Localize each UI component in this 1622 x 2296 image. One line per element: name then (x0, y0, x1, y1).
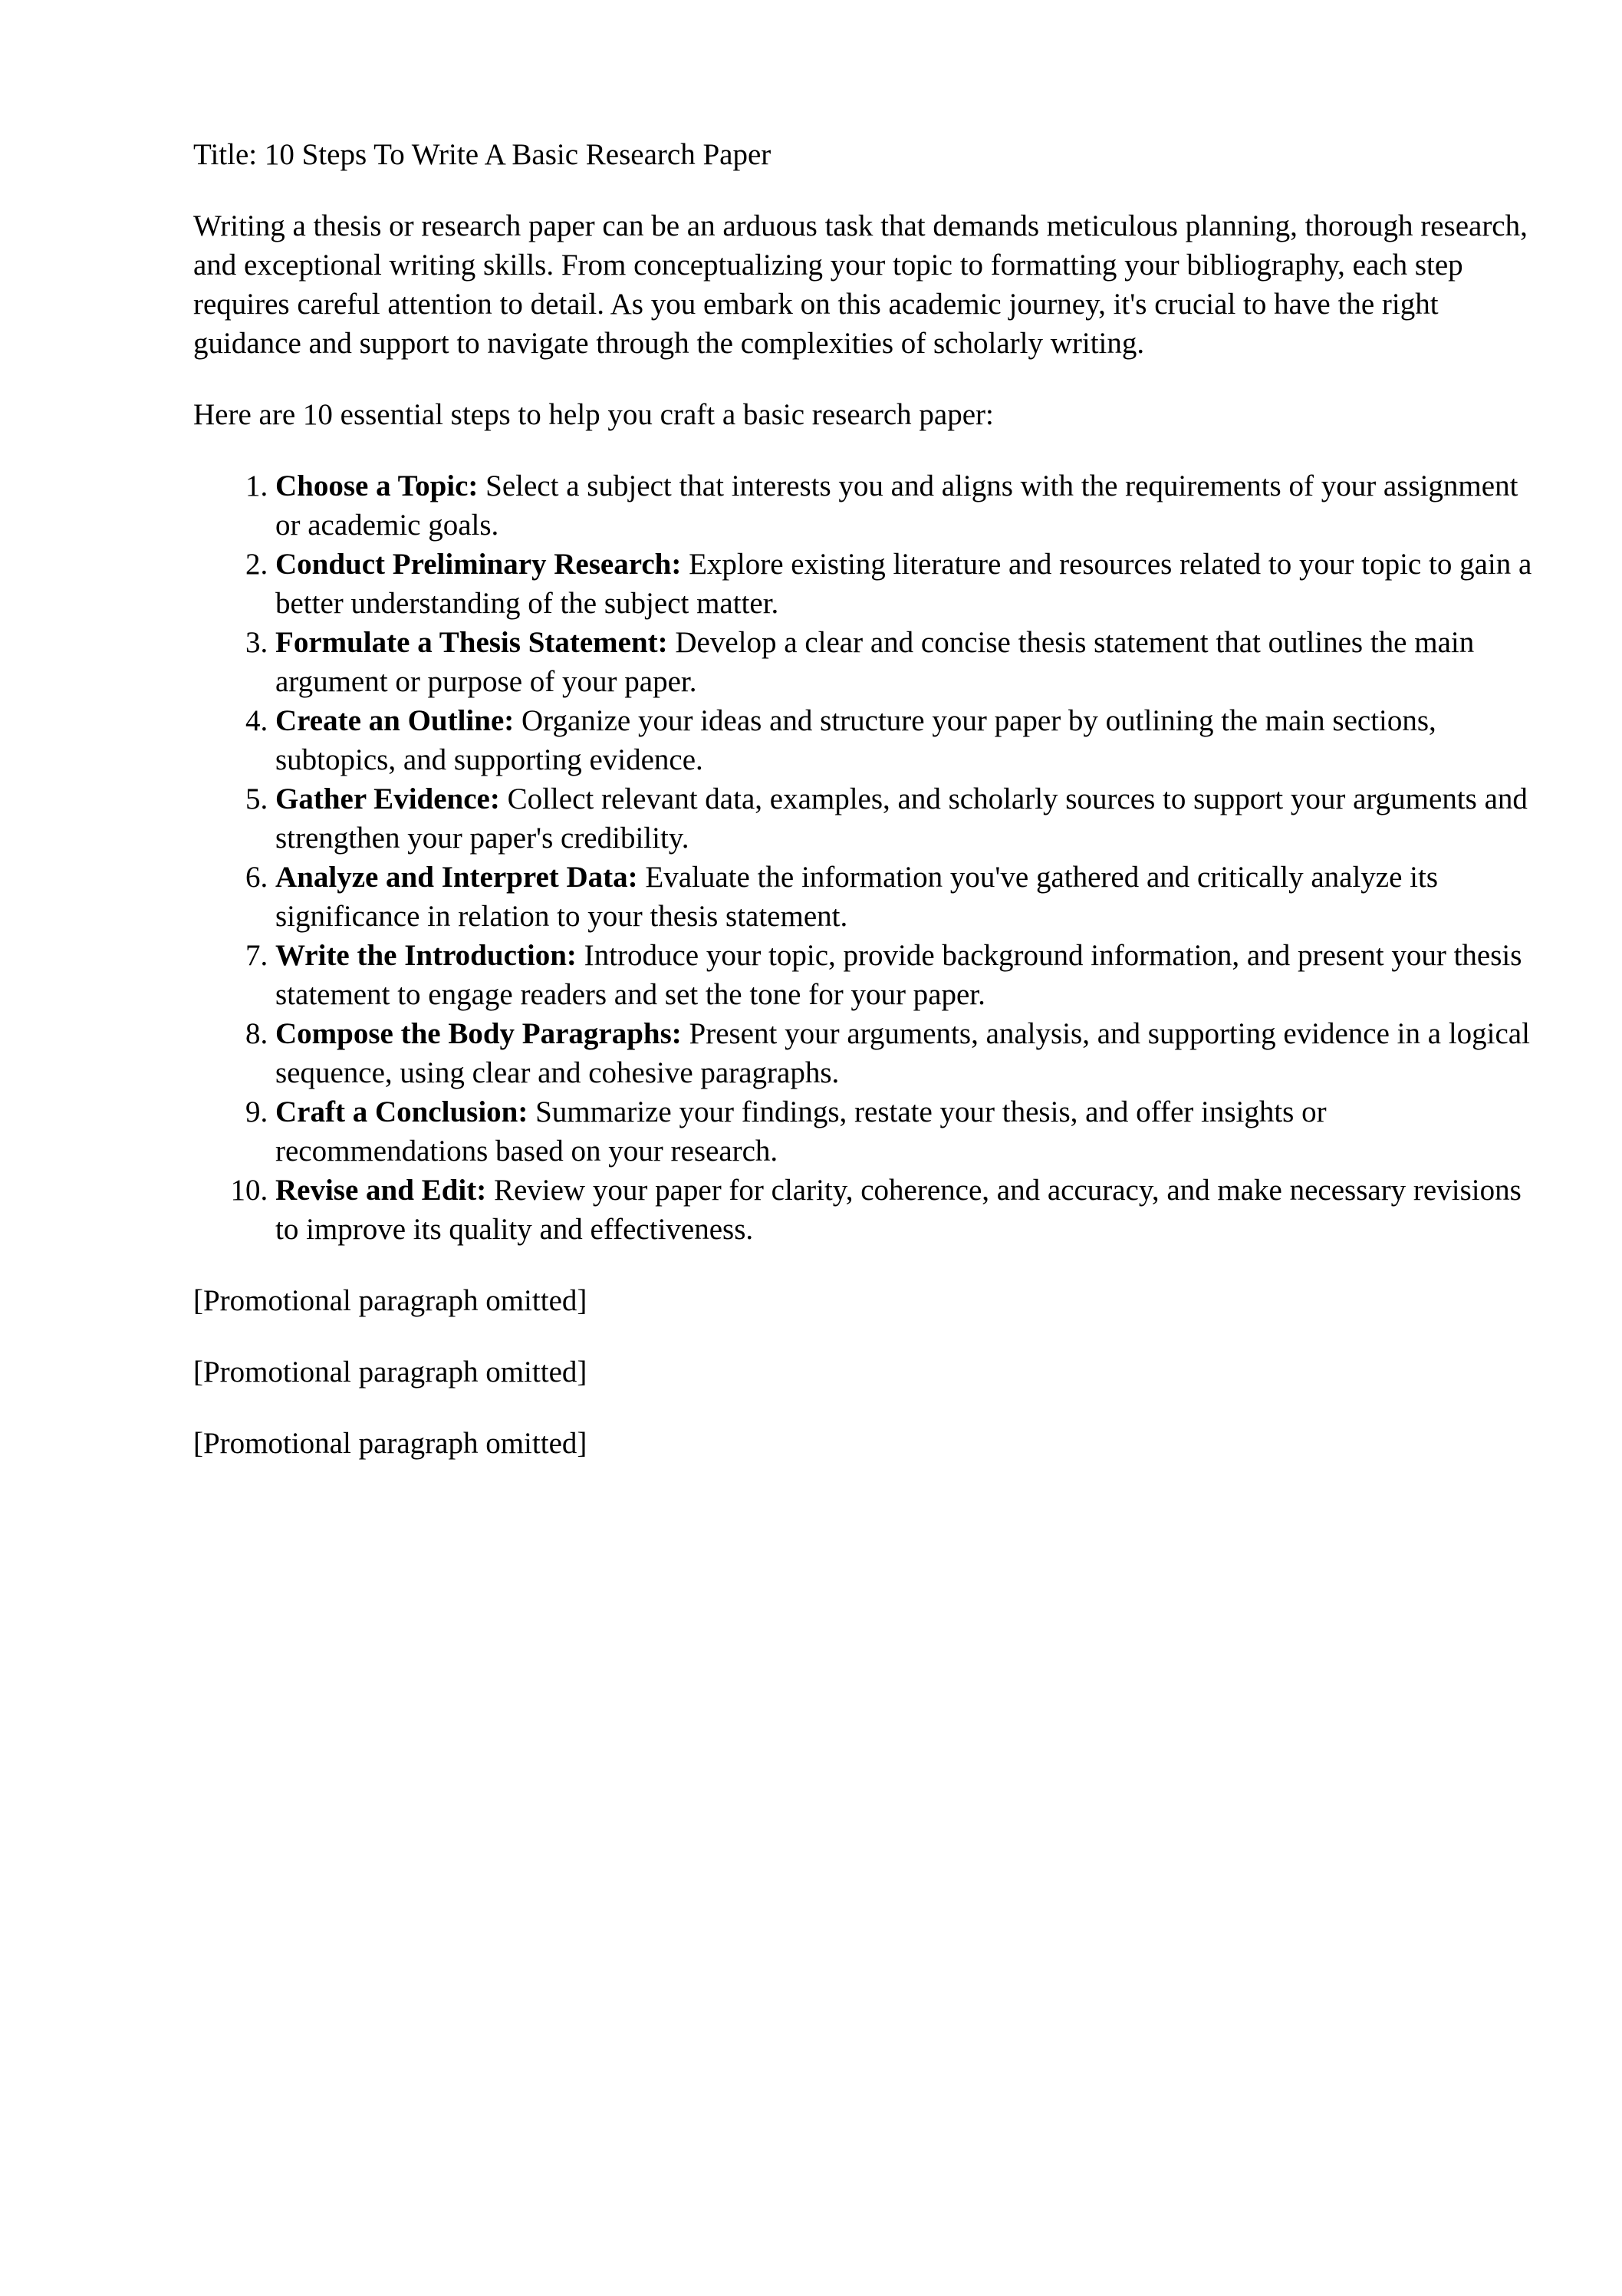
closing-paragraph: [Promotional paragraph omitted] (193, 1284, 587, 1317)
intro-paragraph: Writing a thesis or research paper can be an arduous task that demands meticulous planning, thorough research, and exceptional writing skills. From conceptualizing your topic to formatting your bibliography, each step requires careful attention to detail. As you embark on this academic journey, it's crucial to have the right guidance and support to navigate through the complexities of scholarly writing. (193, 209, 1528, 360)
document-page (193, 135, 1543, 1495)
list-item: 3. Formulate a Thesis Statement: Develop a clear and concise thesis statement that outlines the main argument or purpose of your paper. (275, 623, 1543, 701)
list-item: 10. Revise and Edit: Review your paper for clarity, coherence, and accuracy, and make necessary revisions to improve its quality and effectiveness. (275, 1171, 1543, 1249)
list-lead: Here are 10 essential steps to help you craft a basic research paper: (193, 398, 994, 431)
document-title: Title: 10 Steps To Write A Basic Research Paper (193, 138, 772, 171)
closing-paragraph: [Promotional paragraph omitted] (193, 1356, 587, 1388)
steps-list (193, 466, 1543, 1249)
list-item: 2. Conduct Preliminary Research: Explore existing literature and resources related to your topic to gain a better understanding of the subject matter. (275, 545, 1543, 623)
closing-paragraph: [Promotional paragraph omitted] (193, 1427, 587, 1460)
list-item: 4. Create an Outline: Organize your ideas and structure your paper by outlining the main sections, subtopics, and supporting evidence. (275, 701, 1543, 779)
list-item: 5. Gather Evidence: Collect relevant data, examples, and scholarly sources to support your arguments and strengthen your paper's credibility. (275, 779, 1543, 858)
list-item: 6. Analyze and Interpret Data: Evaluate the information you've gathered and critically analyze its significance in relation to your thesis statement. (275, 858, 1543, 936)
list-item: 7. Write the Introduction: Introduce your topic, provide background information, and present your thesis statement to engage readers and set the tone for your paper. (275, 936, 1543, 1014)
list-item: 8. Compose the Body Paragraphs: Present your arguments, analysis, and supporting evidence in a logical sequence, using clear and cohesive paragraphs. (275, 1014, 1543, 1092)
list-item: 1. Choose a Topic: Select a subject that interests you and aligns with the requirements of your assignment or academic goals. (275, 466, 1543, 545)
list-item: 9. Craft a Conclusion: Summarize your findings, restate your thesis, and offer insights or recommendations based on your research. (275, 1092, 1543, 1171)
